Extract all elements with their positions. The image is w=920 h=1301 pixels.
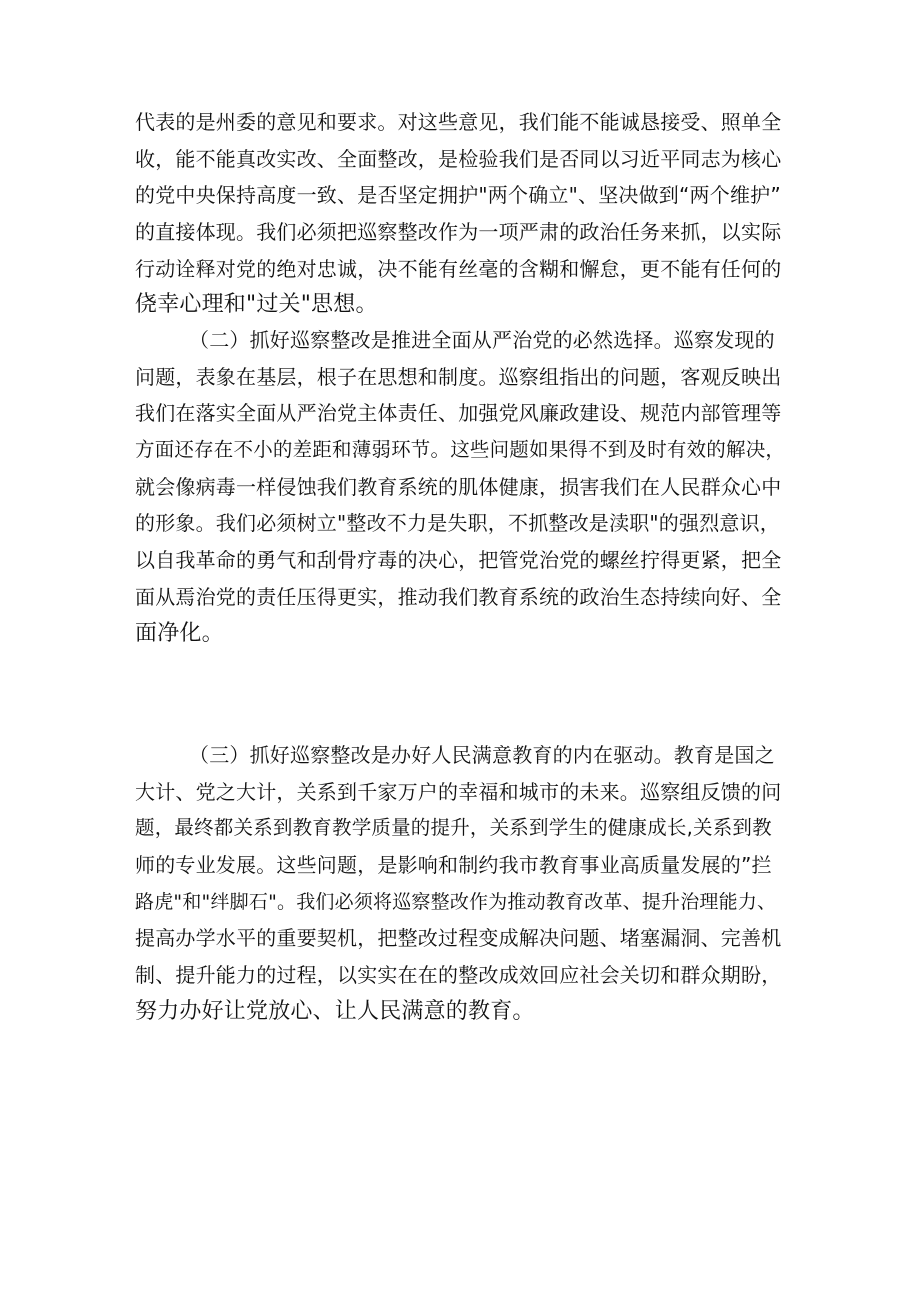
paragraph-line: 提高办学水平的重要契机，把整改过程变成解决问题、堵塞漏洞、完善机	[135, 926, 782, 951]
paragraph-line: 题，最终都关系到教育教学质量的提升，关系到学生的健康成长,关系到教	[135, 816, 772, 840]
paragraph-line: 方面还存在不小的差距和薄弱环节。这些问题如果得不到及时有效的解决，	[135, 438, 786, 462]
paragraph-line: 大计、党之大计，关系到千家万户的幸福和城市的未来。巡察组反馈的问	[135, 779, 782, 804]
paragraph-line: （三）抓好巡察整改是办好人民满意教育的内在驱动。教育是国之	[189, 743, 775, 767]
paragraph-line: 努力办好让党放心、让人民满意的教育。	[135, 998, 535, 1024]
paragraph-line: 面从焉治党的责任压得更实，推动我们教育系统的政治生态持续向好、全	[135, 584, 782, 609]
paragraph-line: 侥幸心理和"过关"思想。	[135, 292, 378, 318]
paragraph-line: 代表的是州委的意见和要求。对这些意见，我们能不能诚恳接受、照单全	[135, 110, 782, 134]
paragraph-line: 的党中央保持高度一致、是否坚定拥护"两个确立"、坚决做到“两个维护”	[135, 183, 781, 208]
paragraph-line: 我们在落实全面从严治党主体责任、加强党风廉政建设、规范内部管理等	[135, 401, 782, 426]
paragraph-line: 面净化。	[135, 620, 224, 646]
paragraph-line: 收，能不能真改实改、全面整改，是检验我们是否同以习近平同志为核心	[135, 146, 782, 171]
paragraph-line: 的直接体现。我们必须把巡察整改作为一项严肃的政治任务来抓，以实际	[135, 220, 782, 245]
paragraph-line: 师的专业发展。这些问题，是影响和制约我市教育事业高质量发展的”拦	[135, 853, 772, 878]
paragraph-line: 问题，表象在基层，根子在思想和制度。巡察组指出的问题，客观反映出	[135, 364, 782, 389]
paragraph-line: 路虎"和"绊脚石"。我们必须将巡察整改作为推动教育改革、提升治理能力、	[135, 890, 777, 913]
paragraph-line: 以自我革命的勇气和刮骨疗毒的决心，把管党治党的螺丝拧得更紧，把全	[135, 548, 782, 573]
paragraph-line: 制、提升能力的过程，以实实在在的整改成效回应社会关切和群众期盼，	[135, 963, 782, 988]
paragraph-2	[135, 322, 785, 652]
paragraph-line: （二）抓好巡察整改是推进全面从严治党的必然选择。巡察发现的	[189, 328, 775, 352]
paragraph-line: 就会像病毒一样侵蚀我们教育系统的肌体健康，损害我们在人民群众心中	[135, 474, 782, 499]
paragraph-3	[135, 737, 785, 1031]
paragraph-line: 行动诠释对党的绝对忠诚，决不能有丝毫的含糊和懈怠，更不能有任何的	[135, 256, 782, 281]
paragraph-1	[135, 104, 785, 324]
paragraph-line: 的形象。我们必须树立"整改不力是失职，不抓整改是渎职"的强烈意识，	[135, 511, 780, 536]
